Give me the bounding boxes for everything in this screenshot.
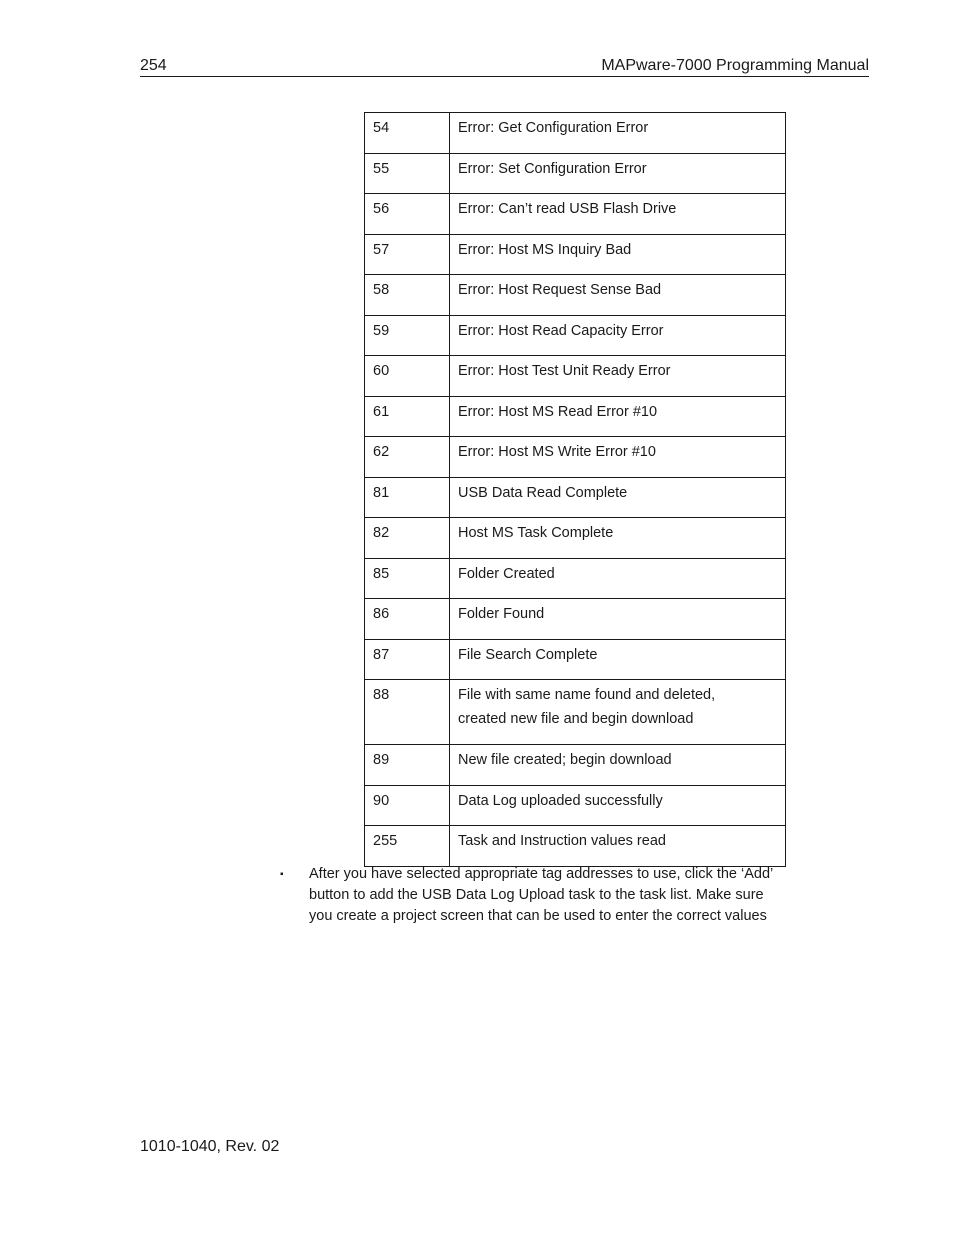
message-cell: Folder Found <box>450 599 786 640</box>
bullet-line: you create a project screen that can be used to enter the correct values <box>309 908 767 924</box>
table-row <box>365 234 786 275</box>
code-cell: 81 <box>365 477 450 518</box>
table-row <box>365 518 786 559</box>
code-cell: 58 <box>365 275 450 316</box>
message-cell: Folder Created <box>450 558 786 599</box>
message-cell: Error: Host Request Sense Bad <box>450 275 786 316</box>
bullet-line: After you have selected appropriate tag addresses to use, click the ‘Add’ <box>309 866 774 882</box>
table-row <box>365 477 786 518</box>
code-cell: 88 <box>365 680 450 745</box>
table-row <box>365 745 786 786</box>
code-cell: 90 <box>365 785 450 826</box>
manual-title: MAPware-7000 Programming Manual <box>601 57 869 74</box>
message-cell: Error: Set Configuration Error <box>450 153 786 194</box>
code-cell: 62 <box>365 437 450 478</box>
message-cell <box>450 680 786 745</box>
code-cell: 89 <box>365 745 450 786</box>
message-line: File with same name found and deleted, <box>458 687 716 703</box>
status-code-table <box>364 112 786 867</box>
table-row <box>365 153 786 194</box>
table-row <box>365 680 786 745</box>
message-cell: Data Log uploaded successfully <box>450 785 786 826</box>
table-row <box>365 826 786 867</box>
code-cell: 61 <box>365 396 450 437</box>
code-cell: 55 <box>365 153 450 194</box>
page-number: 254 <box>140 57 167 74</box>
code-cell: 87 <box>365 639 450 680</box>
table-row <box>365 639 786 680</box>
table-row <box>365 785 786 826</box>
code-cell: 60 <box>365 356 450 397</box>
code-cell: 86 <box>365 599 450 640</box>
table-row <box>365 194 786 235</box>
instruction-bullet <box>280 864 810 927</box>
message-cell: Error: Host MS Read Error #10 <box>450 396 786 437</box>
document-number: 1010-1040, Rev. 02 <box>140 1138 280 1155</box>
table-row <box>365 437 786 478</box>
code-cell: 59 <box>365 315 450 356</box>
message-cell: Error: Host Test Unit Ready Error <box>450 356 786 397</box>
table-row <box>365 315 786 356</box>
message-cell: Error: Host MS Write Error #10 <box>450 437 786 478</box>
table-row <box>365 396 786 437</box>
message-cell: USB Data Read Complete <box>450 477 786 518</box>
page-header <box>140 56 869 77</box>
bullet-icon: ▪ <box>280 869 284 880</box>
table-row <box>365 558 786 599</box>
message-cell: Error: Host MS Inquiry Bad <box>450 234 786 275</box>
message-cell: File Search Complete <box>450 639 786 680</box>
table-row <box>365 113 786 154</box>
table-row <box>365 356 786 397</box>
code-cell: 57 <box>365 234 450 275</box>
code-cell: 85 <box>365 558 450 599</box>
message-cell: Error: Get Configuration Error <box>450 113 786 154</box>
page-footer <box>140 1137 279 1157</box>
message-cell: Error: Can’t read USB Flash Drive <box>450 194 786 235</box>
code-cell: 82 <box>365 518 450 559</box>
table-row <box>365 599 786 640</box>
message-cell: Host MS Task Complete <box>450 518 786 559</box>
code-cell: 56 <box>365 194 450 235</box>
code-cell: 255 <box>365 826 450 867</box>
table-row <box>365 275 786 316</box>
message-cell: Task and Instruction values read <box>450 826 786 867</box>
message-cell: New file created; begin download <box>450 745 786 786</box>
message-cell: Error: Host Read Capacity Error <box>450 315 786 356</box>
message-line: created new file and begin download <box>458 711 694 727</box>
bullet-line: button to add the USB Data Log Upload task to the task list. Make sure <box>309 887 764 903</box>
bullet-text <box>309 864 810 927</box>
code-cell: 54 <box>365 113 450 154</box>
